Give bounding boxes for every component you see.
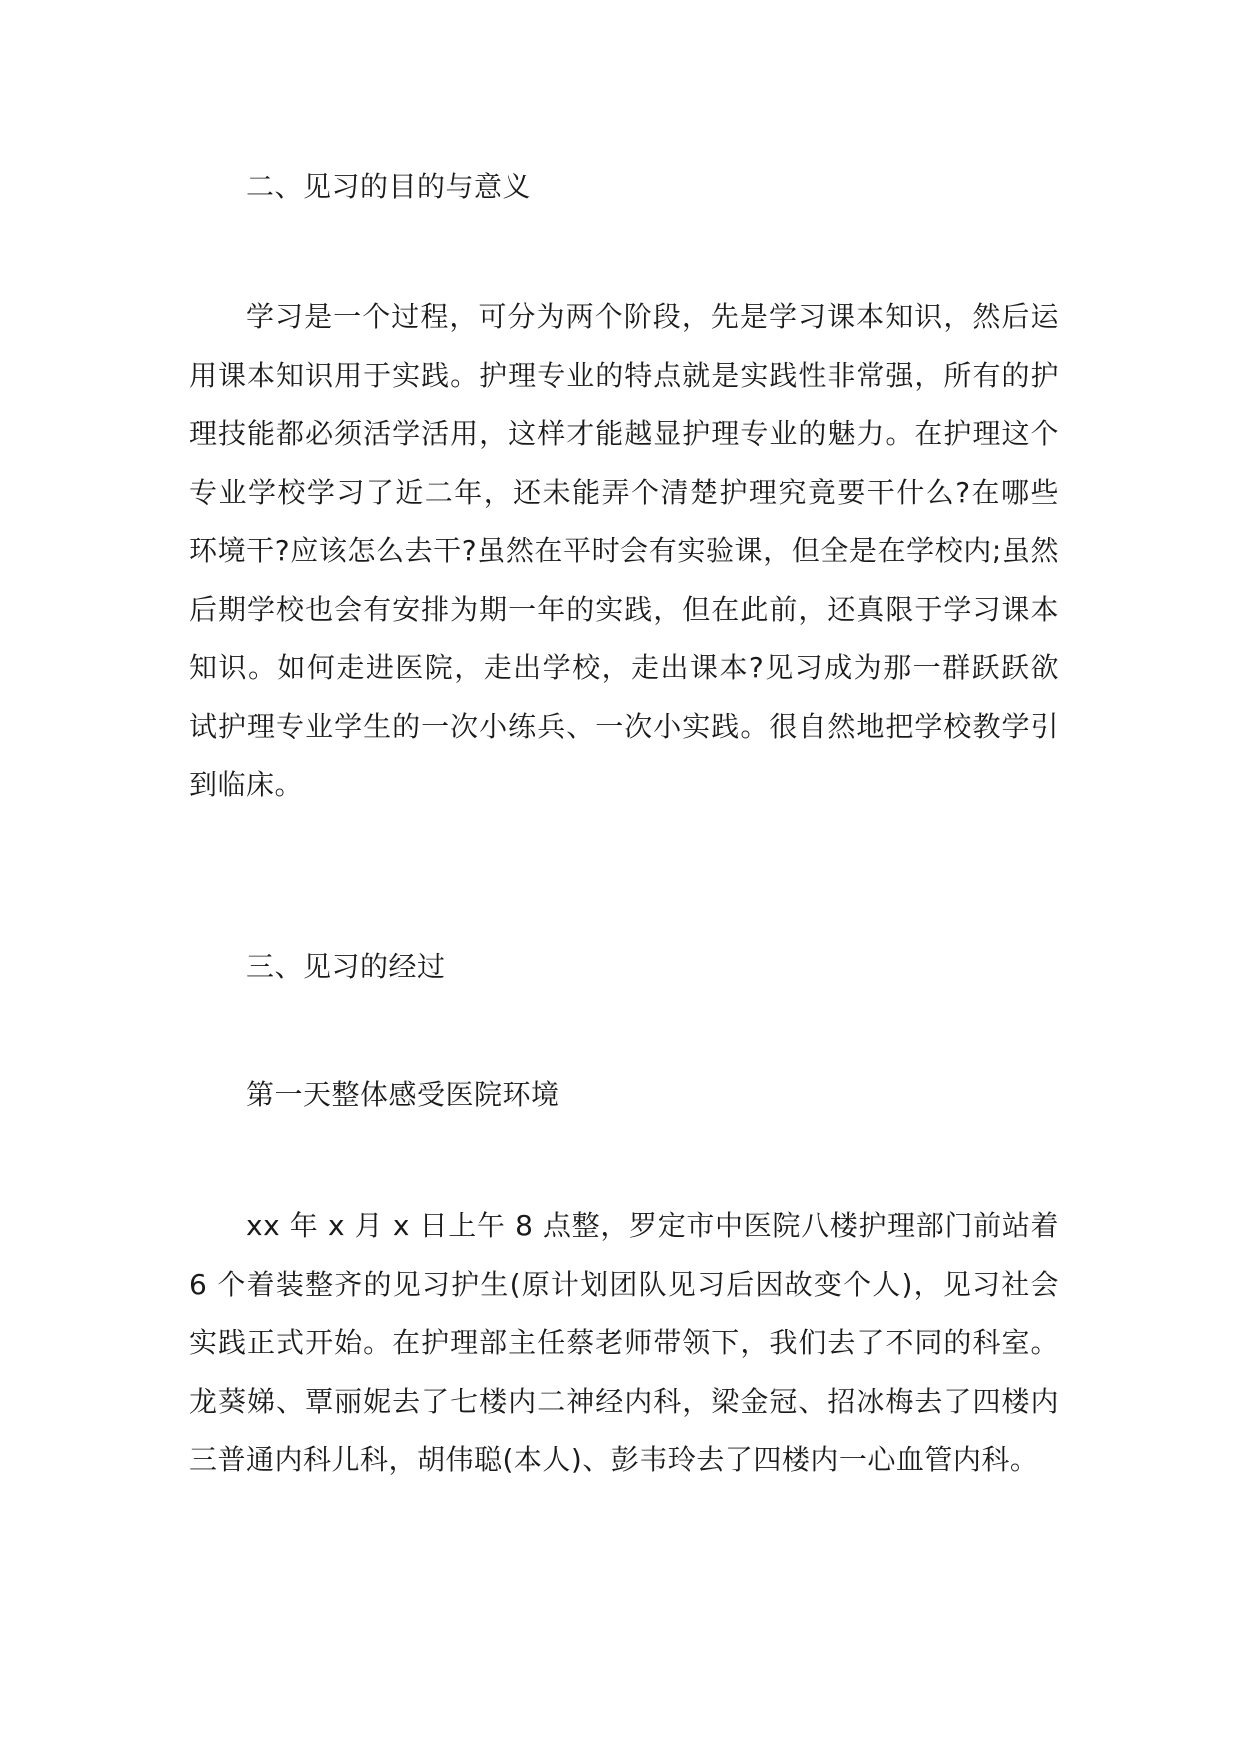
section-heading-purpose: 二、见习的目的与意义 <box>246 170 532 203</box>
subheading-day-one: 第一天整体感受医院环境 <box>246 1078 560 1111</box>
paragraph-day-one: xx 年 x 月 x 日上午 8 点整，罗定市中医院八楼护理部门前站着 6 个着装整齐的见习护生(原计划团队见习后因故变个人)，见习社会实践正式开始。在护理部主任蔡老师带领下，我们去了不同的科室。龙葵娣、覃丽妮去了七楼内二神经内科，梁金冠、招冰梅去了四楼内三普通内科儿科，胡伟聪(本人)、彭韦玲去了四楼内一心血管内科。 <box>189 1209 1059 1476</box>
section-heading-process: 三、见习的经过 <box>246 950 446 983</box>
paragraph-purpose: 学习是一个过程，可分为两个阶段，先是学习课本知识，然后运用课本知识用于实践。护理专业的特点就是实践性非常强，所有的护理技能都必须活学活用，这样才能越显护理专业的魅力。在护理这个专业学校学习了近二年，还未能弄个清楚护理究竟要干什么?在哪些环境干?应该怎么去干?虽然在平时会有实验课，但全是在学校内;虽然后期学校也会有安排为期一年的实践，但在此前，还真限于学习课本知识。如何走进医院，走出学校，走出课本?见习成为那一群跃跃欲试护理专业学生的一次小练兵、一次小实践。很自然地把学校教学引到临床。 <box>189 300 1059 801</box>
